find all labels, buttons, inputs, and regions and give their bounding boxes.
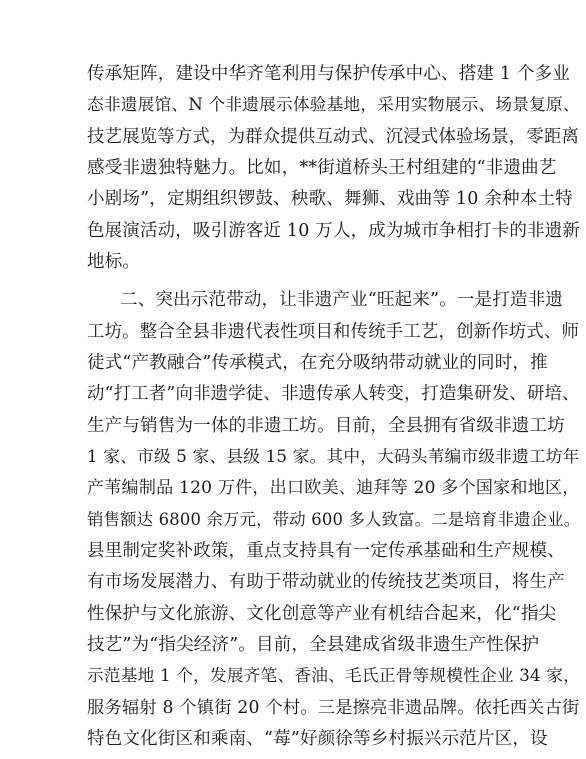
section-heading-line: 二、突出示范带动，让非遗产业“旺起来”。一是打造非遗 bbox=[120, 290, 564, 311]
paragraph-line: 1 家、市级 5 家、县级 15 家。其中，大码头苇编市级非遗工坊年 bbox=[87, 446, 580, 466]
paragraph-line: 地标。 bbox=[87, 252, 141, 273]
paragraph-line: 徒式“产教融合”传承模式，在充分吸纳带动就业的同时，推 bbox=[87, 352, 548, 373]
paragraph-line: 产苇编制品 120 万件，出口欧美、迪拜等 20 多个国家和地区， bbox=[87, 478, 580, 499]
paragraph-line: 动“打工者”向非遗学徒、非遗传承人转变，打造集研发、研培、 bbox=[87, 384, 580, 405]
paragraph-line: 生产与销售为一体的非遗工坊。目前，全县拥有省级非遗工坊 bbox=[87, 415, 565, 436]
paragraph-line: 感受非遗独特魅力。比如，**街道桥头王村组建的“非遗曲艺 bbox=[87, 158, 557, 179]
paragraph-line: 特色文化街区和乘南、“莓”好颜徐等乡村振兴示范片区，设 bbox=[87, 729, 548, 750]
paragraph-line: 工坊。整合全县非遗代表性项目和传统手工艺，创新作坊式、师 bbox=[87, 321, 580, 342]
paragraph-line: 传承矩阵，建设中华齐笔利用与保护传承中心、搭建 1 个多业 bbox=[87, 64, 571, 84]
paragraph-line: 服务辐射 8 个镇街 20 个村。三是擦亮非遗品牌。依托西关古街 bbox=[87, 697, 580, 718]
paragraph-line: 销售额达 6800 余万元，带动 600 多人致富。二是培育非遗企业。 bbox=[87, 509, 581, 529]
paragraph-line: 性保护与文化旅游、文化创意等产业有机结合起来，化“指尖 bbox=[87, 603, 557, 624]
paragraph-line: 色展演活动，吸引游客近 10 万人，成为城市争相打卡的非遗新 bbox=[87, 220, 581, 241]
paragraph-line: 有市场发展潜力、有助于带动就业的传统技艺类项目，将生产 bbox=[87, 572, 565, 593]
paragraph-line: 县里制定奖补政策，重点支持具有一定传承基础和生产规模、 bbox=[87, 541, 565, 562]
paragraph-line: 态非遗展馆、N 个非遗展示体验基地，采用实物展示、场景复原、 bbox=[87, 95, 580, 115]
paragraph-line: 示范基地 1 个，发展齐笔、香油、毛氏正骨等规模性企业 34 家， bbox=[87, 666, 581, 686]
paragraph-line: 技艺展览等方式，为群众提供互动式、沉浸式体验场景，零距离 bbox=[87, 126, 580, 147]
paragraph-line: 小剧场”，定期组织锣鼓、秧歌、舞狮、戏曲等 10 余种本土特 bbox=[87, 189, 573, 210]
paragraph-line: 技艺”为“指尖经济”。目前，全县建成省级非遗生产性保护 bbox=[87, 635, 540, 656]
